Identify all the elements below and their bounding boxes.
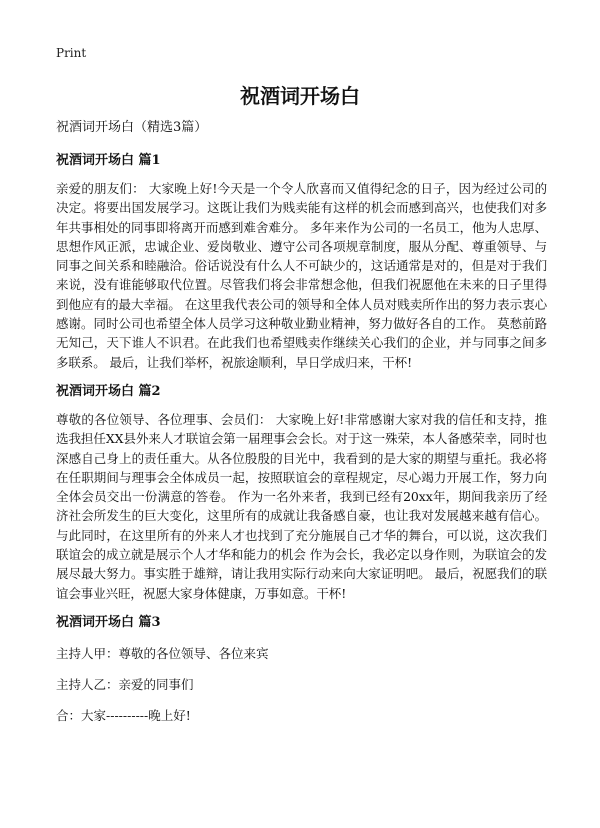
section-heading: 祝酒词开场白 篇1 [56,153,161,168]
section-2 [56,382,547,603]
dialog-line-host-b: 主持人乙：亲爱的同事们 [56,676,194,692]
dialog-line-together: 合：大家----------晚上好! [56,707,191,723]
document-subtitle: 祝酒词开场白（精选3篇） [56,120,208,135]
section-1 [56,151,547,372]
document-title: 祝酒词开场白 [240,84,360,108]
section-paragraph: 亲爱的朋友们： 大家晚上好!今天是一个令人欣喜而又值得纪念的日子，因为经过公司的决定。将要出国发展学习。这既让我们为贱卖能有这样的机会而感到高兴，也使我们对多年共事相处的同事即将离开而感到难舍难分。 多年来作为公司的一名员工，他为人忠厚、思想作风正派，忠诚企业、爱岗敬业、遵守公司各项规章制度，服从分配、尊重领导、与同事之间关系和睦融洽。俗话说没有什么人不可缺少的，这话通常是对的，但是对于我们来说，没有谁能够取代位置。尽管我们将会非常想念他，但我们祝愿他在未来的日子里得到他应有的最大幸福。 在这里我代表公司的领导和全体人员对贱卖所作出的努力表示衷心感谢。同时公司也希望全体人员学习这种敬业勤业精神，努力做好各自的工作。 莫愁前路无知己，天下谁人不识君。在此我们也希望贱卖作继续关心我们的企业，并与同事之间多多联系。 最后，让我们举杯，祝旅途顺利，早日学成归来，干杯! [56,181,547,370]
section-3 [56,613,547,725]
document-body [56,118,547,737]
section-heading: 祝酒词开场白 篇2 [56,383,161,399]
print-link[interactable]: Print [56,46,87,60]
section-heading: 祝酒词开场白 篇3 [56,614,161,630]
section-paragraph: 尊敬的各位领导、各位理事、会员们： 大家晚上好!非常感谢大家对我的信任和支持，推选我担任XX县外来人才联谊会第一届理事会会长。对于这一殊荣，本人备感荣幸，同时也深感自己身上的责任重大。从各位殷殷的目光中，我看到的是大家的期望与重托。我必将在任职期间与理事会全体成员一起，按照联谊会的章程规定，尽心竭力开展工作，努力向全体会员交出一份满意的答卷。 作为一名外来者，我到已经有20xx年，期间我亲历了经济社会所发生的巨大变化，这里所有的成就让我备感自豪，也让我对发展越来越有信心。与此同时，在这里所有的外来人才也找到了充分施展自己才华的舞台，可以说，这次我们联谊会的成立就是展示个人才华和能力的机会 作为会长，我必定以身作则，为联谊会的发展尽最大努力。事实胜于雄辩，请让我用实际行动来向大家证明吧。 最后，祝愿我们的联谊会事业兴旺，祝愿大家身体健康，万事如意。干杯! [56,411,547,601]
dialog-line-host-a: 主持人甲：尊敬的各位领导、各位来宾 [56,645,269,661]
